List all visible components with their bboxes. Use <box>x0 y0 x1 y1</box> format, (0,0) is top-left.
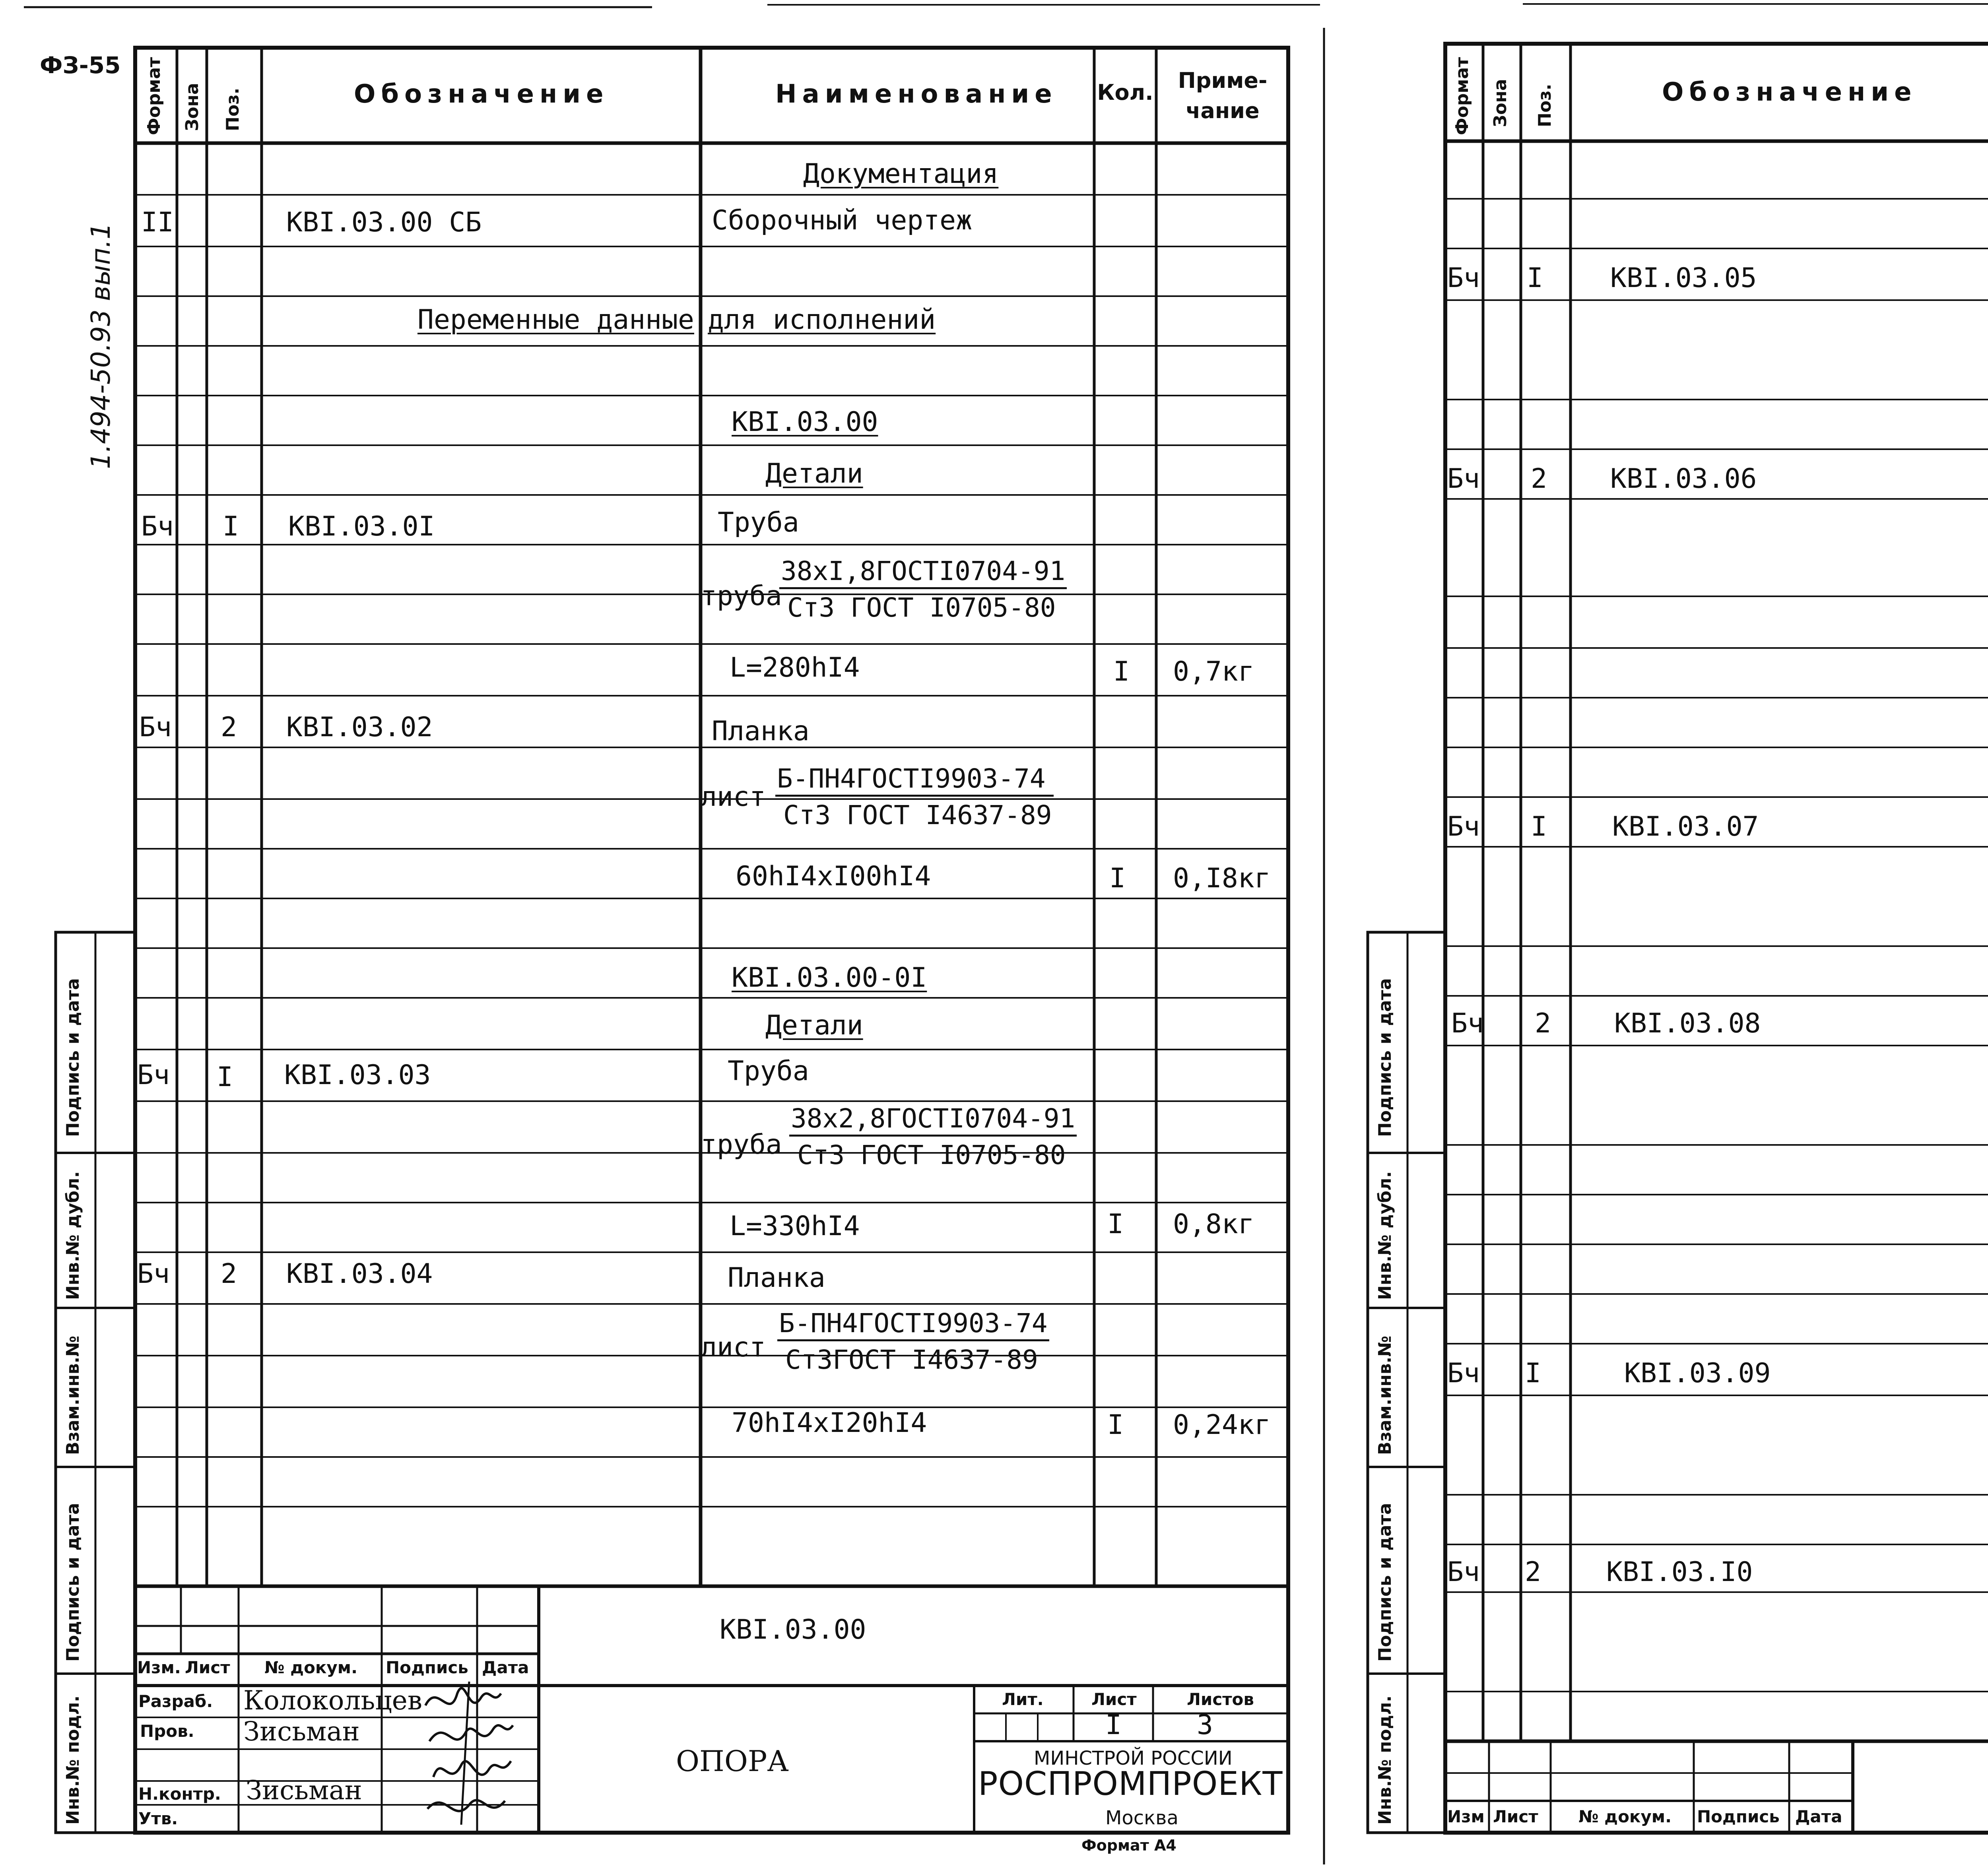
part-format: Бч <box>1447 463 1480 495</box>
material-spec <box>779 556 1067 623</box>
material-prefix: труба <box>701 1129 782 1160</box>
stamp-sign-date-top-right: Подпись и дата <box>1375 978 1395 1137</box>
part-pos: 2 <box>221 1258 237 1290</box>
header-note-1: Приме- <box>1178 68 1268 93</box>
header-note-2: чание <box>1186 98 1260 123</box>
part-mass: 0,8кг <box>1173 1209 1254 1240</box>
stamp-inv-podl-right: Инв.№ подл. <box>1375 1695 1395 1825</box>
tb-razrab-label: Разраб. <box>138 1692 213 1711</box>
header-format: Формат <box>144 57 164 135</box>
stamp-vzam-inv-right: Взам.инв.№ <box>1375 1335 1395 1455</box>
details-heading: Детали <box>765 1010 863 1041</box>
signature-razrab <box>421 1658 517 1833</box>
part-pos: I <box>1531 811 1547 842</box>
part-designation: КВI.03.06 <box>1610 463 1757 495</box>
part-qty: I <box>1113 656 1130 687</box>
part-mass: 0,I8кг <box>1173 863 1271 894</box>
tb-right-h-list: Лист <box>1493 1807 1538 1826</box>
material-standard: Б-ПН4ГОСТI9903-74 <box>775 763 1054 797</box>
material-spec <box>777 1308 1049 1375</box>
material-prefix: лист <box>701 1332 766 1363</box>
material-grade: Ст3 ГОСТ I0705-80 <box>787 592 1056 623</box>
header-format-right: Формат <box>1452 57 1472 135</box>
header-note <box>1157 66 1288 126</box>
tb-h-date: Дата <box>482 1658 529 1677</box>
stamp-vzam-inv: Взам.инв.№ <box>63 1335 83 1455</box>
part-pos: 2 <box>1531 463 1547 495</box>
part-size: 70hI4хI20hI4 <box>732 1407 927 1439</box>
part-format: Бч <box>1447 262 1480 294</box>
variant-heading: КВI.03.00 <box>732 406 878 438</box>
header-pos: Поз. <box>223 87 243 131</box>
stamp-inv-dubl-right: Инв.№ дубл. <box>1375 1171 1395 1300</box>
row-designation: КВI.03.00 СБ <box>286 207 482 238</box>
tb-nkontr-label: Н.контр. <box>138 1784 221 1804</box>
part-format: Бч <box>1447 1358 1480 1389</box>
header-qty: Кол. <box>1097 80 1153 105</box>
tb-nkontr-name: Зисьман <box>246 1775 362 1806</box>
org-ministry: МИНСТРОЙ РОССИИ <box>1034 1747 1233 1769</box>
tb-right-h-izm: Изм <box>1447 1807 1485 1826</box>
part-format: Бч <box>1447 1556 1480 1588</box>
format-code: ФЗ-55 <box>40 52 121 79</box>
part-pos: 2 <box>221 712 237 743</box>
stamp-sign-date-bottom-right: Подпись и дата <box>1375 1503 1395 1662</box>
part-designation: КВI.03.04 <box>286 1258 433 1290</box>
doc-code: КВI.03.00 <box>720 1614 866 1645</box>
material-spec <box>789 1103 1077 1170</box>
row-format: II <box>141 207 174 238</box>
part-pos: I <box>217 1061 233 1093</box>
org-name: РОСПРОМПРОЕКТ <box>978 1765 1283 1803</box>
material-grade: Ст3 ГОСТ I4637-89 <box>783 800 1052 830</box>
part-designation: КВI.03.09 <box>1624 1358 1771 1389</box>
tb-h-list: Лист <box>185 1658 230 1677</box>
material-spec <box>775 763 1054 830</box>
series-number: 1.494-50.93 вып.1 <box>85 223 116 469</box>
material-prefix: труба <box>701 580 782 612</box>
tb-h-izm: Изм. <box>137 1658 181 1677</box>
part-qty: I <box>1107 1209 1124 1240</box>
header-designation-right: Обозначение <box>1662 78 1917 107</box>
part-designation: КВI.03.02 <box>286 712 433 743</box>
part-format: Бч <box>141 511 174 542</box>
part-name: Планка <box>712 716 810 747</box>
part-name: Труба <box>728 1055 809 1087</box>
tb-right-h-date: Дата <box>1795 1807 1842 1826</box>
part-pos: I <box>223 511 239 542</box>
part-mass: 0,24кг <box>1173 1409 1271 1441</box>
material-standard: Б-ПН4ГОСТI9903-74 <box>777 1308 1049 1341</box>
part-designation: КВI.03.I0 <box>1606 1556 1753 1588</box>
stamp-sign-date-bottom: Подпись и дата <box>63 1503 83 1662</box>
material-standard: 38х2,8ГОСТI0704-91 <box>789 1103 1077 1137</box>
part-name: Планка <box>728 1262 825 1294</box>
header-zone: Зона <box>182 83 202 131</box>
details-heading: Детали <box>765 458 863 489</box>
stamp-inv-dubl: Инв.№ дубл. <box>63 1171 83 1300</box>
tb-sheets-label: Листов <box>1187 1690 1254 1709</box>
part-qty: I <box>1109 863 1126 894</box>
header-pos-right: Поз. <box>1535 83 1555 127</box>
format-note: Формат А4 <box>1081 1837 1176 1854</box>
tb-razrab-name: Колокольцев <box>243 1685 422 1716</box>
tb-utv-label: Утв. <box>138 1809 178 1828</box>
part-format: Бч <box>1451 1008 1484 1039</box>
header-zone-right: Зона <box>1490 79 1510 127</box>
part-format: Бч <box>137 1258 170 1290</box>
row-name: Сборочный чертеж <box>712 205 973 236</box>
tb-h-ndoc: № докум. <box>264 1658 358 1677</box>
part-size: 60hI4хI00hI4 <box>736 861 931 892</box>
header-designation: Обозначение <box>354 80 609 109</box>
tb-prov-name: Зисьман <box>243 1716 360 1747</box>
part-length: L=330hI4 <box>730 1211 860 1242</box>
tb-right-h-ndoc: № докум. <box>1578 1807 1672 1826</box>
part-format: Бч <box>139 712 172 743</box>
document-title: ОПОРА <box>676 1744 789 1778</box>
material-grade: Ст3ГОСТ I4637-89 <box>785 1344 1038 1375</box>
part-format: Бч <box>1447 811 1480 842</box>
part-pos: 2 <box>1525 1556 1541 1588</box>
part-pos: 2 <box>1535 1008 1551 1039</box>
part-pos: I <box>1527 262 1543 294</box>
part-format: Бч <box>137 1059 170 1091</box>
part-mass: 0,7кг <box>1173 656 1254 687</box>
part-length: L=280hI4 <box>730 652 860 683</box>
variant-heading: КВI.03.00-0I <box>732 962 927 993</box>
part-name: Труба <box>718 507 799 538</box>
tb-right-h-sign: Подпись <box>1697 1807 1780 1826</box>
part-qty: I <box>1107 1409 1124 1441</box>
part-pos: I <box>1525 1358 1541 1389</box>
part-designation: КВI.03.08 <box>1614 1008 1761 1039</box>
variable-data-title-b: для исполнений <box>708 304 936 336</box>
stamp-inv-podl: Инв.№ подл. <box>63 1695 83 1825</box>
variable-data-title-a: Переменные данные <box>417 304 694 336</box>
material-prefix: лист <box>701 781 766 813</box>
tb-prov-label: Пров. <box>140 1721 194 1741</box>
org-city: Москва <box>1105 1807 1178 1829</box>
tb-lit-label: Лит. <box>1002 1690 1044 1709</box>
tb-sheet-value: I <box>1105 1709 1122 1741</box>
tb-sheets-value: 3 <box>1197 1709 1213 1741</box>
part-designation: КВI.03.05 <box>1610 262 1757 294</box>
section-documentation: Документация <box>803 158 999 190</box>
part-designation: КВI.03.0I <box>288 511 435 542</box>
part-designation: КВI.03.07 <box>1612 811 1759 842</box>
material-standard: 38хI,8ГОСТI0704-91 <box>779 556 1067 589</box>
header-name: Наименование <box>775 80 1058 109</box>
part-designation: КВI.03.03 <box>284 1059 431 1091</box>
material-grade: Ст3 ГОСТ I0705-80 <box>797 1140 1066 1170</box>
tb-sheet-label: Лист <box>1091 1690 1137 1709</box>
stamp-sign-date-top: Подпись и дата <box>63 978 83 1137</box>
tb-h-sign: Подпись <box>386 1658 468 1677</box>
